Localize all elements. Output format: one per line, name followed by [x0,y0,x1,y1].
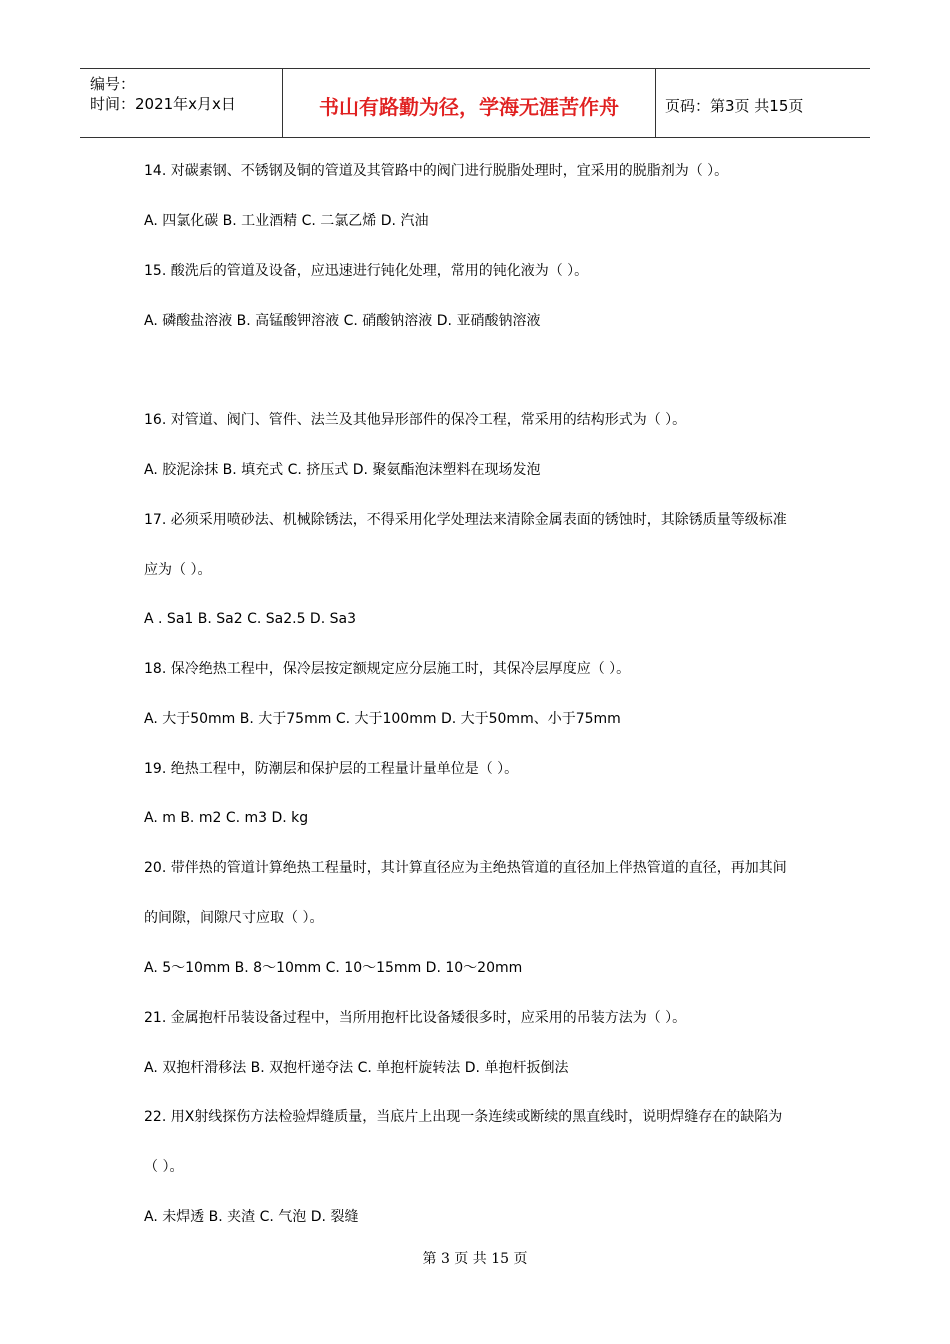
document-number-label: 编号： [90,75,136,93]
header-page-info: 页码：第3页 共15页 [665,97,804,115]
page-header [80,68,870,138]
question-16: 16. 对管道、阀门、管件、法兰及其他异形部件的保冷工程，常采用的结构形式为（ ）。 [144,412,687,428]
question-14: 14. 对碳素钢、不锈钢及铜的管道及其管路中的阀门进行脱脂处理时，宜采用的脱脂剂为（ ）。 [144,163,729,179]
question-17-cont: 应为（ ）。 [144,562,212,578]
options-19: A. m B. m2 C. m3 D. kg [144,810,309,826]
options-16: A. 胶泥涂抹 B. 填充式 C. 挤压式 D. 聚氨酯泡沫塑料在现场发泡 [144,462,541,478]
question-20: 20. 带伴热的管道计算绝热工程量时，其计算直径应为主绝热管道的直径加上伴热管道的直径，再加其间 [144,860,787,876]
document-date-label: 时间：2021年x月x日 [90,95,236,113]
options-18: A. 大于50mm B. 大于75mm C. 大于100mm D. 大于50mm、小于75mm [144,711,621,727]
question-15: 15. 酸洗后的管道及设备，应迅速进行钝化处理，常用的钝化液为（ ）。 [144,263,589,279]
page-footer: 第 3 页 共 15 页 [422,1251,528,1267]
header-page-cell [655,69,870,137]
options-20: A. 5～10mm B. 8～10mm C. 10～15mm D. 10～20mm [144,960,523,976]
question-22-cont: （ ）。 [144,1159,184,1175]
question-22: 22. 用X射线探伤方法检验焊缝质量，当底片上出现一条连续或断续的黑直线时，说明焊缝存在的缺陷为 [144,1109,783,1125]
header-motto-cell [282,69,656,137]
options-21: A. 双抱杆滑移法 B. 双抱杆递夺法 C. 单抱杆旋转法 D. 单抱杆扳倒法 [144,1060,569,1076]
header-motto: 书山有路勤为径，学海无涯苦作舟 [319,95,619,119]
question-20-cont: 的间隙，间隙尺寸应取（ ）。 [144,910,324,926]
options-14: A. 四氯化碳 B. 工业酒精 C. 二氯乙烯 D. 汽油 [144,213,429,229]
question-17: 17. 必须采用喷砂法、机械除锈法，不得采用化学处理法来清除金属表面的锈蚀时，其除锈质量等级标准 [144,512,787,528]
question-21: 21. 金属抱杆吊装设备过程中，当所用抱杆比设备矮很多时，应采用的吊装方法为（ ）。 [144,1010,687,1026]
header-meta-cell [80,69,282,137]
options-22: A. 未焊透 B. 夹渣 C. 气泡 D. 裂缝 [144,1209,359,1225]
options-15: A. 磷酸盐溶液 B. 高锰酸钾溶液 C. 硝酸钠溶液 D. 亚硝酸钠溶液 [144,313,541,329]
question-19: 19. 绝热工程中，防潮层和保护层的工程量计量单位是（ ）。 [144,761,519,777]
question-18: 18. 保冷绝热工程中，保冷层按定额规定应分层施工时，其保冷层厚度应（ ）。 [144,661,631,677]
options-17: A . Sa1 B. Sa2 C. Sa2.5 D. Sa3 [144,611,356,627]
